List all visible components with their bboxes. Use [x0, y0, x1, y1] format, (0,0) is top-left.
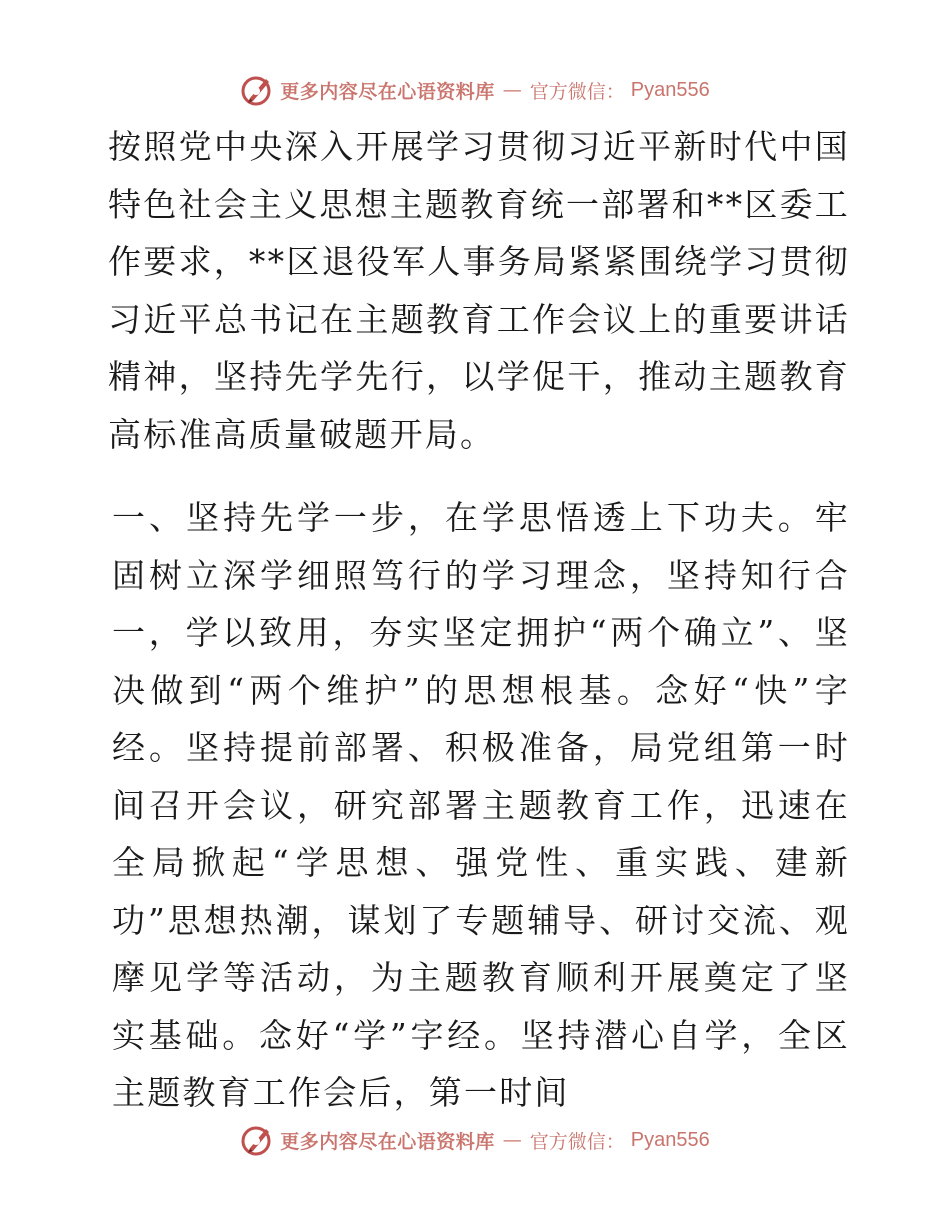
banner-group: [240, 73, 710, 107]
wechat-id: Pyan556: [630, 78, 710, 101]
document-body: [98, 118, 850, 1122]
footer-banner: [0, 1120, 950, 1160]
header-banner: [0, 70, 950, 110]
wechat-id: Pyan556: [630, 1128, 710, 1151]
banner-separator: —: [502, 1129, 522, 1151]
wechat-label: 官方微信：: [529, 1130, 625, 1153]
pen-logo-icon: [240, 1123, 274, 1157]
pen-logo-icon: [240, 73, 274, 107]
banner-text: 更多内容尽在心语资料库: [280, 1130, 495, 1153]
banner-group: [240, 1123, 710, 1157]
banner-text: 更多内容尽在心语资料库: [280, 80, 495, 103]
banner-separator: —: [502, 79, 522, 101]
paragraph-intro: 按照党中央深入开展学习贯彻习近平新时代中国特色社会主义思想主题教育统一部署和**区委工作要求，**区退役军人事务局紧紧围绕学习贯彻习近平总书记在主题教育工作会议上的重要讲话精神，坚持先学先行，以学促干，推动主题教育高标准高质量破题开局。: [108, 127, 850, 454]
paragraph-section-one: 一、坚持先学一步，在学思悟透上下功夫。牢固树立深学细照笃行的学习理念，坚持知行合一，学以致用，夯实坚定拥护“两个确立”、坚决做到“两个维护”的思想根基。念好“快”字经。坚持提前部署、积极准备，局党组第一时间召开会议，研究部署主题教育工作，迅速在全局掀起“学思想、强党性、重实践、建新功”思想热潮，谋划了专题辅导、研讨交流、观摩见学等活动，为主题教育顺利开展奠定了坚实基础。念好“学”字经。坚持潜心自学，全区主题教育工作会后，第一时间: [112, 498, 850, 1112]
wechat-label: 官方微信：: [529, 80, 625, 103]
